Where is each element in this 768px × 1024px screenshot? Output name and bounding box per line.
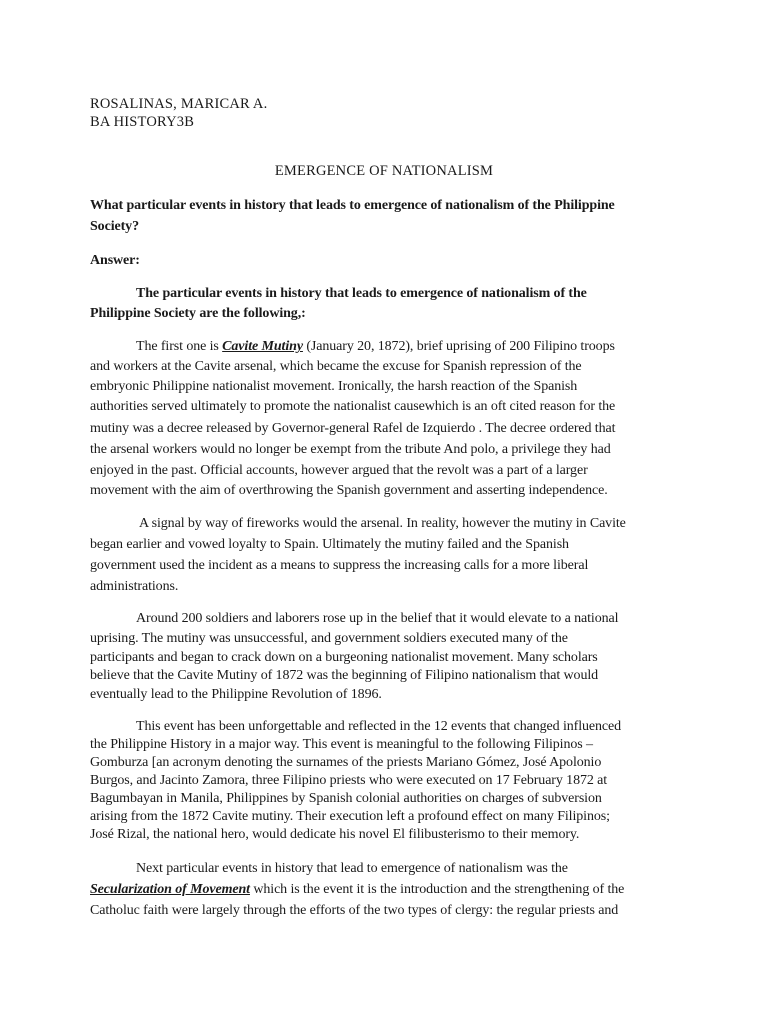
- question-line-2: Society?: [90, 219, 139, 234]
- course-name: BA HISTORY3B: [90, 114, 195, 130]
- paragraph-5-line-1: Next particular events in history that lead to emergence of nationalism was the: [136, 861, 568, 876]
- paragraph-3-line-1: Around 200 soldiers and laborers rose up in the belief that it would elevate to a national: [136, 611, 619, 626]
- thesis-line-2: Philippine Society are the following,:: [90, 306, 306, 321]
- paragraph-2-line-3: government used the incident as a means to suppress the increasing calls for a more liberal: [90, 558, 589, 573]
- author-name: ROSALINAS, MARICAR A.: [90, 96, 268, 112]
- paragraph-1-lead: The first one is: [136, 339, 223, 354]
- paragraph-4-line-7: José Rizal, the national hero, would dedicate his novel El filibusterismo to their memory.: [90, 827, 580, 842]
- paragraph-1-lead-rest: (January 20, 1872), brief uprising of 200 Filipino troops: [302, 339, 615, 354]
- question-line-1: What particular events in history that leads to emergence of nationalism of the Philippine: [90, 198, 615, 213]
- paragraph-4-line-3: Gomburza [an acronym denoting the surnames of the priests Mariano Gómez, José Apolonio: [90, 755, 602, 770]
- term-secularization-movement: Secularization of Movement: [90, 882, 250, 897]
- paragraph-1-line-3: embryonic Philippine nationalist movement. Ironically, the harsh reaction of the Spanish: [90, 379, 578, 394]
- paragraph-4-line-6: arising from the 1872 Cavite mutiny. Their execution left a profound effect on many Filipinos;: [90, 809, 610, 824]
- paragraph-1-line-8: movement with the aim of overthrowing the Spanish government and asserting independence.: [90, 483, 608, 498]
- paragraph-3-line-4: believe that the Cavite Mutiny of 1872 was the beginning of Filipino nationalism that would: [90, 668, 599, 683]
- paragraph-5-line-2-rest: which is the event it is the introduction and the strengthening of the: [249, 882, 625, 897]
- thesis-line-1: The particular events in history that leads to emergence of nationalism of the: [136, 286, 587, 301]
- paragraph-1-line-6: the arsenal workers would no longer be exempt from the tribute And polo, a privilege they had: [90, 442, 611, 457]
- paragraph-5-line-3: Catholuc faith were largely through the efforts of the two types of clergy: the regular priests and: [90, 903, 619, 918]
- paragraph-4-line-4: Burgos, and Jacinto Zamora, three Filipino priests who were executed on 17 February 1872 at: [90, 773, 608, 788]
- paragraph-3-line-3: participants and began to crack down on a burgeoning nationalist movement. Many scholars: [90, 650, 598, 665]
- paragraph-1-line-2: and workers at the Cavite arsenal, which became the excuse for Spanish repression of the: [90, 359, 582, 374]
- paragraph-1-line-7: enjoyed in the past. Official accounts, however argued that the revolt was a part of a larger: [90, 463, 588, 478]
- paragraph-1-line-4: authorities served ultimately to promote the nationalist causewhich is an oft cited reason for the: [90, 399, 616, 414]
- paragraph-2-line-4: administrations.: [90, 579, 179, 594]
- paragraph-2-line-2: began earlier and vowed loyalty to Spain. Ultimately the mutiny failed and the Spanish: [90, 537, 569, 552]
- paragraph-3-line-5: eventually lead to the Philippine Revolution of 1896.: [90, 687, 382, 702]
- term-cavite-mutiny: Cavite Mutiny: [222, 339, 303, 354]
- answer-label: Answer:: [90, 253, 140, 268]
- paragraph-1-line-5: mutiny was a decree released by Governor-general Rafel de Izquierdo . The decree ordered that: [90, 421, 616, 436]
- paragraph-1-line-1: [136, 338, 615, 356]
- paragraph-4-line-2: the Philippine History in a major way. This event is meaningful to the following Filipinos –: [90, 737, 593, 752]
- paragraph-4-line-1: This event has been unforgettable and reflected in the 12 events that changed influenced: [136, 719, 622, 734]
- paragraph-3-line-2: uprising. The mutiny was unsuccessful, and government soldiers executed many of the: [90, 631, 568, 646]
- paragraph-5-line-2: [90, 881, 624, 899]
- paragraph-2-line-1: A signal by way of fireworks would the arsenal. In reality, however the mutiny in Cavite: [139, 516, 626, 531]
- document-title: EMERGENCE OF NATIONALISM: [274, 163, 494, 179]
- paragraph-4-line-5: Bagumbayan in Manila, Philippines by Spanish colonial authorities on charges of subversion: [90, 791, 602, 806]
